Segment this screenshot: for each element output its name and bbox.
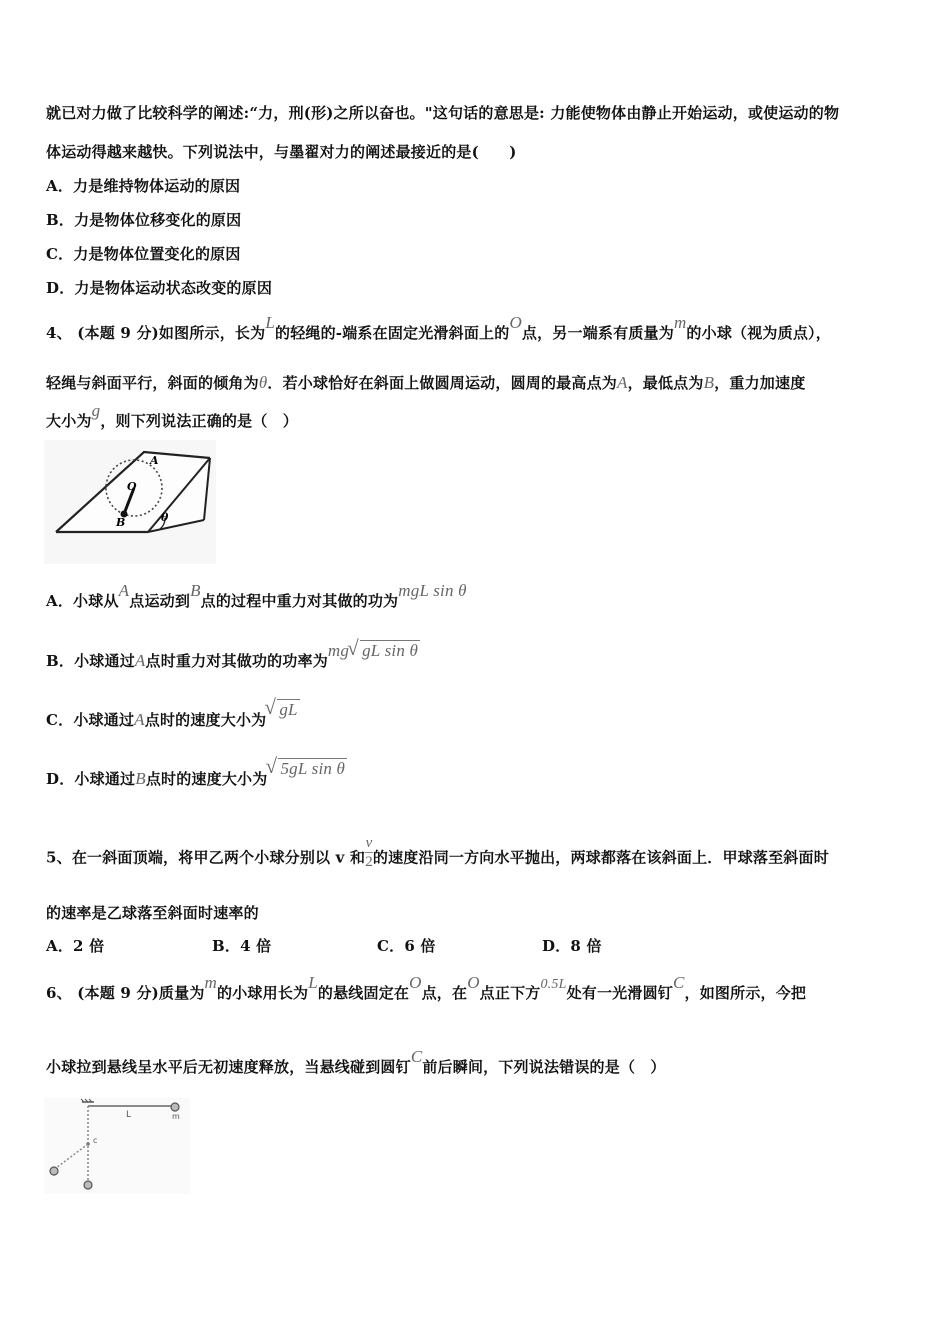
math-symbol: A [118,581,130,600]
q5-stem-line-1 [46,835,829,877]
text: ，重力加速度 [714,374,806,392]
fraction [365,834,373,871]
q3-option-a [46,175,240,196]
q5-option-c [377,935,436,956]
option-letter: C． [46,711,74,729]
q3-option-b [46,209,241,230]
label-c: c [93,1136,98,1145]
math-symbol: θ [258,373,268,392]
math-symbol: C [410,1047,423,1066]
q3-option-d [46,277,272,298]
option-text: 6 倍 [404,937,436,955]
option-letter: A． [46,937,74,955]
q5-option-a [46,935,104,956]
q4-stem-line-3 [46,401,298,431]
q4-stem-line-2 [46,372,805,393]
text: 6、 (本题 9 分)质量为 [46,984,205,1002]
text: 的悬线固定在 [317,984,410,1002]
math-symbol: B [190,581,201,600]
text: 处有一光滑圆钉 [566,984,673,1002]
option-text: 小球通过 [74,770,136,788]
option-letter: A． [46,177,74,195]
option-text: 4 倍 [240,937,272,955]
option-letter: C． [46,245,74,263]
text: 5、在一斜面顶端，将甲乙两个小球分别以 v 和 [46,848,366,867]
label-m: m [172,1112,180,1121]
pendulum-nail-figure [44,1098,190,1194]
q4-option-a [46,581,467,611]
text: 轻绳与斜面平行，斜面的倾角为 [46,374,259,392]
text: 点，另一端系有质量为 [521,324,674,342]
radicand: gL sin θ [362,641,419,660]
text: 点，在 [421,984,468,1002]
math-symbol: O [467,973,480,992]
text: ．若小球恰好在斜面上做圆周运动，圆周的最高点为 [267,374,617,392]
option-letter: D． [46,770,75,788]
option-letter: A． [46,592,74,610]
ball-initial [171,1103,179,1111]
label-o: O [127,480,137,493]
math-expression: 0.5L [540,977,567,992]
text: ，如图所示，今把 [684,984,807,1002]
math-symbol: m [204,973,218,992]
math-symbol: L [308,973,318,992]
q3-stem-line-1: 就已对力做了比较科学的阐述:“力，刑(形)之所以奋也。"这句话的意思是: 力能使物体由静止开始运动，或使运动的物 [46,104,840,122]
math-symbol: g [91,401,101,420]
math-symbol: L [265,313,275,332]
incline-circle-figure [44,440,216,564]
q6-stem-line-2 [46,1047,666,1077]
ball-bottom [84,1181,92,1189]
sqrt-expression [266,699,299,720]
ball-swing [50,1167,58,1175]
text: 4、 (本题 9 分)如图所示，长为 [46,324,266,342]
text: 的轻绳的-端系在固定光滑斜面上的 [275,324,510,342]
math-symbol: B [703,373,715,392]
option-letter: B． [46,211,75,229]
option-text: 力是物体运动状态改变的原因 [74,279,273,297]
q5-option-d [542,935,602,956]
option-text: 点时重力对其做功的功率为 [145,652,328,670]
text: 前后瞬间，下列说法错误的是（ ） [422,1058,666,1076]
q3-stem-line-2: 体运动得越来越快。下列说法中，与墨翟对力的阐述最接近的是( ) [46,143,517,161]
figure-background [44,1098,190,1194]
q4-option-d [46,759,347,789]
text: 小球拉到悬线呈水平后无初速度释放，当悬线碰到圆钉 [46,1058,411,1076]
text: 大小为 [46,412,92,430]
fraction-denominator: 2 [365,854,373,870]
option-text: 力是物体位移变化的原因 [74,211,242,229]
sqrt-expression [267,758,347,779]
option-text: 8 倍 [570,937,602,955]
q3-option-c [46,243,241,264]
math-symbol: A [616,373,628,392]
option-letter: D． [542,937,571,955]
math-symbol: O [509,313,522,332]
math-symbol: C [672,973,685,992]
option-letter: B． [212,937,241,955]
option-text: 点时的速度大小为 [144,711,267,729]
q5-option-b [212,935,271,956]
option-text: 力是维持物体运动的原因 [73,177,241,195]
math-symbol: O [409,973,422,992]
math-symbol: m [673,313,687,332]
label-l: L [126,1110,132,1120]
option-letter: D． [46,279,75,297]
text: 的小球（视为质点）， [686,324,831,342]
text: ，则下列说法正确的是（ ） [100,412,298,430]
radicand: 5gL sin θ [280,759,346,778]
q5-stem-line-2: 的速率是乙球落至斜面时速率的 [46,904,259,922]
q4-option-c [46,700,300,730]
q6-stem-line-1 [46,973,807,1003]
option-text: 小球通过 [74,652,135,670]
text: 点正下方 [479,984,541,1002]
label-a: A [150,454,159,467]
option-letter: B． [46,652,75,670]
q4-option-b [46,641,420,671]
sqrt-expression [349,640,420,661]
option-text: 力是物体位置变化的原因 [73,245,241,263]
text: 的小球用长为 [217,984,309,1002]
radicand: gL [279,700,298,719]
q4-stem-line-1 [46,313,831,343]
text: ，最低点为 [627,374,704,392]
option-text: 2 倍 [73,937,105,955]
math-expression: mgL sin θ [398,581,467,600]
label-b: B [116,516,126,529]
option-text: 小球通过 [73,711,135,729]
fraction-numerator: v [365,835,373,851]
math-symbol: A [134,710,145,729]
math-symbol: A [134,651,146,670]
option-text: 小球从 [73,592,119,610]
option-text: 点运动到 [129,592,191,610]
option-letter: C． [377,937,405,955]
math-expression: mg [327,641,350,660]
option-text: 点时的速度大小为 [145,770,268,788]
math-symbol: B [135,769,146,788]
option-text: 点的过程中重力对其做的功为 [200,592,399,610]
text: 的速度沿同一方向水平抛出，两球都落在该斜面上．甲球落至斜面时 [372,848,829,867]
label-theta: θ [161,511,169,524]
